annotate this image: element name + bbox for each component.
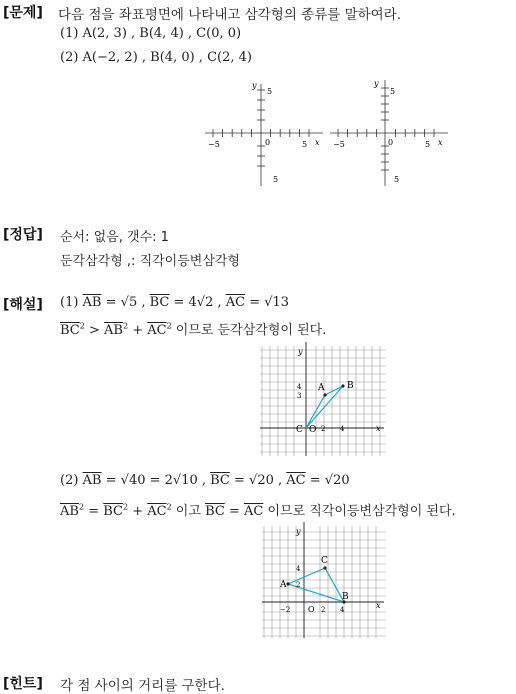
- x-axis-label: x: [376, 424, 381, 433]
- segment-ab-value: = √5 ,: [101, 295, 150, 310]
- segment-ac: $\overline{AC}$: [147, 323, 167, 338]
- segment-ac-value: = √20: [305, 473, 350, 488]
- segment-bc-value: = 4√2 ,: [169, 295, 226, 310]
- axis-label-neg5: −5: [208, 140, 220, 149]
- segment-ab: $\overline{AB}$: [82, 473, 102, 488]
- axis-x-label: x: [315, 138, 320, 147]
- hint-text: 각 점 사이의 거리를 구한다.: [60, 678, 225, 694]
- axis-x-label: x: [438, 138, 443, 147]
- axis-label-ytop: 5: [390, 87, 396, 96]
- answer-line-2: 둔각삼각형 ,: 직각이등변삼각형: [60, 254, 241, 269]
- axis-label-pos5: 5: [302, 140, 308, 149]
- x-tick-2: 2: [321, 425, 326, 433]
- y-tick-4: 4: [296, 565, 301, 573]
- segment-bc: $\overline{BC}$: [60, 323, 80, 338]
- axis-label-pos5: 5: [425, 140, 431, 149]
- solution-part2-lengths: [60, 473, 350, 488]
- x-tick-4: 4: [340, 425, 345, 433]
- axis-label-ybot: 5: [273, 175, 279, 184]
- segment-ac: $\overline{AC}$: [147, 504, 167, 519]
- hint-tag: [힌트]: [3, 676, 43, 692]
- solution-part2-equality: $\overline{AB}^2 = \overline{BC}^2 + \overline{AC}^2$ 이고 $\overline{BC} = \overline{AC}$ 이므로 직각이등변삼각형이 된다.: [60, 502, 456, 519]
- solution-graph-1: [258, 340, 388, 458]
- point-c-label: C: [296, 425, 303, 435]
- segment-ac: $\overline{AC}$: [243, 504, 264, 519]
- axis-y-label: y: [374, 79, 379, 88]
- part-number: (2): [60, 473, 83, 488]
- y-axis-label: y: [296, 527, 301, 536]
- x-tick-4: 4: [340, 606, 345, 614]
- segment-bc: $\overline{BC}$: [205, 504, 225, 519]
- blank-coordinate-plane-2: [330, 78, 452, 188]
- origin-label: O: [308, 605, 315, 614]
- y-axis-label: y: [298, 347, 303, 356]
- segment-ab: $\overline{AB}$: [60, 504, 79, 519]
- segment-ab: $\overline{AB}$: [82, 295, 102, 310]
- solution-tag: [해설]: [3, 297, 43, 313]
- problem-question: 다음 점을 좌표평면에 나타내고 삼각형의 종류를 말하여라.: [58, 7, 402, 23]
- segment-bc: $\overline{BC}$: [149, 295, 170, 310]
- problem-item-2: (2) A(−2, 2) , B(4, 0) , C(2, 4): [60, 50, 252, 65]
- axis-label-neg5: −5: [333, 140, 345, 149]
- problem-item-1: (1) A(2, 3) , B(4, 4) , C(0, 0): [60, 26, 242, 41]
- axis-y-label: y: [252, 81, 257, 90]
- y-tick-3: 3: [297, 392, 302, 400]
- segment-ab: $\overline{AB}$: [104, 323, 123, 338]
- answer-tag: [정답]: [3, 227, 43, 243]
- answer-line-1: 순서: 없음, 갯수: 1: [60, 230, 169, 245]
- y-tick-2: 2: [296, 581, 301, 589]
- segment-ac: $\overline{AC}$: [225, 295, 246, 310]
- point-a-label: A: [280, 580, 287, 590]
- point-b-label: B: [342, 592, 349, 602]
- segment-ab-value: = √40 = 2√10 ,: [101, 473, 211, 488]
- problem-tag: [문제]: [3, 5, 43, 21]
- connector-text: 이고: [171, 504, 206, 519]
- segment-ac: $\overline{AC}$: [286, 473, 306, 488]
- y-tick-4: 4: [297, 383, 302, 391]
- axis-label-zero: 0: [388, 138, 394, 147]
- segment-bc-value: = √20 ,: [229, 473, 287, 488]
- origin-label: O: [309, 425, 317, 435]
- solution-part1-lengths: [60, 295, 289, 310]
- solution-part1-inequality: $\overline{BC}^2 > \overline{AB}^2 + \overline{AC}^2$ 이므로 둔각삼각형이 된다.: [60, 321, 327, 338]
- x-tick-2: 2: [321, 606, 326, 614]
- segment-bc: $\overline{BC}$: [210, 473, 230, 488]
- conclusion-text: 이므로 둔각삼각형이 된다.: [171, 323, 327, 338]
- solution-graph-2: [258, 520, 388, 640]
- x-tick-neg2: −2: [280, 606, 291, 614]
- point-c-label: C: [321, 556, 328, 566]
- point-a-label: A: [318, 383, 325, 393]
- axis-label-zero: 0: [265, 138, 271, 147]
- axis-label-ytop: 5: [267, 87, 273, 96]
- x-axis-label: x: [376, 601, 381, 610]
- segment-ac-value: = √13: [245, 295, 290, 310]
- part-number: (1): [60, 295, 83, 310]
- blank-coordinate-plane-1: [205, 78, 327, 188]
- conclusion-text: 이므로 직각이등변삼각형이 된다.: [263, 504, 456, 519]
- segment-bc: $\overline{BC}$: [103, 504, 123, 519]
- axis-label-ybot: 5: [394, 175, 400, 184]
- point-b-label: B: [347, 381, 354, 391]
